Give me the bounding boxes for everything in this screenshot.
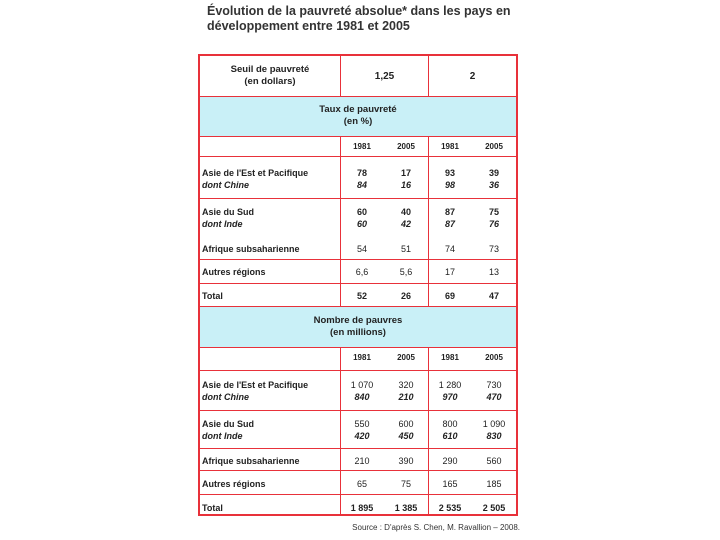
year-header: 2005 — [397, 142, 415, 151]
divider — [200, 136, 516, 137]
divider — [200, 198, 516, 199]
year-header: 2005 — [485, 142, 503, 151]
year-header: 2005 — [485, 353, 503, 362]
table-row: Asie du Sud 550 600 800 1 090 — [202, 419, 506, 429]
table-subrow: dont Chine 84 16 98 36 — [202, 180, 499, 190]
table-row: Afrique subsaharienne 54 51 74 73 — [202, 244, 499, 254]
column-divider — [340, 136, 341, 307]
table-subrow: dont Chine 840 210 970 470 — [202, 392, 502, 402]
year-header: 1981 — [441, 353, 459, 362]
table-row-total: Total 1 895 1 385 2 535 2 505 — [202, 503, 506, 513]
table-row: Asie de l'Est et Pacifique 1 070 320 1 280 730 — [202, 380, 502, 390]
year-header: 1981 — [353, 142, 371, 151]
table-row: Afrique subsaharienne 210 390 290 560 — [202, 456, 502, 466]
table-row: Autres régions 65 75 165 185 — [202, 479, 502, 489]
divider — [200, 347, 516, 348]
table-row-total: Total 52 26 69 47 — [202, 291, 499, 301]
section1-year-row — [200, 142, 516, 151]
column-divider — [428, 136, 429, 307]
table-subrow: dont Inde 60 42 87 76 — [202, 219, 499, 229]
divider — [200, 370, 516, 371]
table-row: Autres régions 6,6 5,6 17 13 — [202, 267, 499, 277]
divider — [200, 470, 516, 471]
section1-band: Taux de pauvreté (en %) — [200, 96, 516, 136]
poverty-table — [198, 54, 518, 516]
threshold-label: Seuil de pauvreté (en dollars) — [230, 64, 310, 87]
table-row: Asie de l'Est et Pacifique 78 17 93 39 — [202, 168, 499, 178]
table-row: Asie du Sud 60 40 87 75 — [202, 207, 499, 217]
threshold-value-a: 1,25 — [340, 56, 428, 96]
source-note: Source : D'après S. Chen, M. Ravallion – 2008. — [352, 523, 520, 532]
table-subrow: dont Inde 420 450 610 830 — [202, 431, 502, 441]
divider — [200, 494, 516, 495]
divider — [200, 156, 516, 157]
year-header: 1981 — [353, 353, 371, 362]
section2-band: Nombre de pauvres (en millions) — [200, 307, 516, 347]
divider — [200, 283, 516, 284]
threshold-value-b: 2 — [428, 56, 516, 96]
year-header: 2005 — [397, 353, 415, 362]
divider — [200, 96, 516, 97]
year-header: 1981 — [441, 142, 459, 151]
divider — [200, 410, 516, 411]
section2-year-row — [200, 353, 516, 362]
column-divider — [428, 347, 429, 514]
divider — [200, 259, 516, 260]
column-divider — [340, 347, 341, 514]
document-title: Évolution de la pauvreté absolue* dans les pays en développement entre 1981 et 2005 — [207, 4, 511, 33]
divider — [200, 448, 516, 449]
